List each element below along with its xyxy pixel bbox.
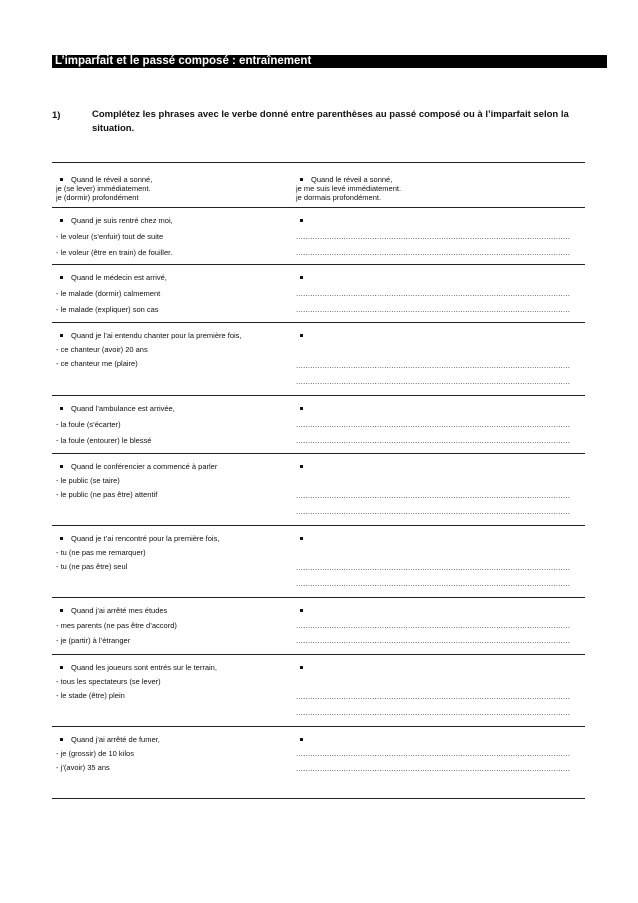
prompt-line: [56, 462, 217, 471]
bullet-icon: [300, 334, 303, 337]
option-line: - ce chanteur me (plaire): [56, 359, 138, 368]
page-title: L’imparfait et le passé composé : entraînement: [52, 55, 607, 68]
exercise-row: [52, 396, 585, 454]
option-line: - le malade (dormir) calmement: [56, 289, 161, 298]
bullet-icon: [300, 276, 303, 279]
option-line: - j’(avoir) 35 ans: [56, 763, 110, 772]
answer-line: [296, 175, 392, 184]
answer-bullet: [296, 216, 311, 225]
answer-bullet: [296, 404, 311, 413]
answer-blank[interactable]: ...................................................................................................................: [296, 621, 571, 630]
prompt-text: Quand l’ambulance est arrivée,: [71, 404, 175, 413]
prompt-text: Quand je suis rentré chez moi,: [71, 216, 173, 225]
prompt-text: Quand les joueurs sont entrés sur le terrain,: [71, 663, 217, 672]
option-line: je (se lever) immédiatement.: [56, 184, 151, 193]
exercise-row: [52, 598, 585, 655]
answer-blank[interactable]: ...................................................................................................................: [296, 232, 571, 241]
prompt-text: Quand j’ai arrêté mes études: [71, 606, 168, 615]
option-line: je (dormir) profondément: [56, 193, 139, 202]
exercise-table: [52, 162, 585, 799]
exercise-row: [52, 526, 585, 598]
bullet-icon: [60, 537, 63, 540]
bullet-icon: [60, 609, 63, 612]
bullet-icon: [60, 178, 63, 181]
option-line: - mes parents (ne pas être d’accord): [56, 621, 177, 630]
answer-blank[interactable]: ...................................................................................................................: [296, 708, 571, 717]
prompt-text: Quand le conférencier a commencé à parler: [71, 462, 218, 471]
answer-blank[interactable]: ...................................................................................................................: [296, 361, 571, 370]
answer-blank[interactable]: ...................................................................................................................: [296, 579, 571, 588]
bullet-icon: [300, 219, 303, 222]
answer-blank[interactable]: ...................................................................................................................: [296, 491, 571, 500]
exercise-row: [52, 655, 585, 727]
prompt-text: Quand j’ai arrêté de fumer,: [71, 735, 160, 744]
prompt-line: [56, 404, 175, 413]
bullet-icon: [60, 219, 63, 222]
answer-bullet: [296, 534, 311, 543]
answer-line: je me suis levé immédiatement.: [296, 184, 402, 193]
prompt-text: Quand le médecin est arrivé,: [71, 273, 167, 282]
exercise-row: [52, 208, 585, 265]
answer-bullet: [296, 273, 311, 282]
option-line: - la foule (s’écarter): [56, 420, 121, 429]
exercise-row: [52, 265, 585, 323]
answer-blank[interactable]: ...................................................................................................................: [296, 305, 571, 314]
bullet-icon: [60, 334, 63, 337]
bullet-icon: [300, 666, 303, 669]
answer-blank[interactable]: ...................................................................................................................: [296, 507, 571, 516]
exercise-row: [52, 727, 585, 799]
option-line: - ce chanteur (avoir) 20 ans: [56, 345, 148, 354]
prompt-text: Quand le réveil a sonné,: [71, 175, 153, 184]
option-line: - le public (se taire): [56, 476, 120, 485]
prompt-line: [56, 175, 152, 184]
answer-text: Quand le réveil a sonné,: [311, 175, 393, 184]
option-line: - tous les spectateurs (se lever): [56, 677, 161, 686]
bullet-icon: [60, 666, 63, 669]
exercise-row: [52, 454, 585, 526]
exercise-row: [52, 323, 585, 396]
bullet-icon: [300, 609, 303, 612]
prompt-line: [56, 735, 160, 744]
bullet-icon: [60, 465, 63, 468]
answer-blank[interactable]: ...................................................................................................................: [296, 636, 571, 645]
option-line: - je (grossir) de 10 kilos: [56, 749, 134, 758]
answer-bullet: [296, 331, 311, 340]
option-line: - le stade (être) plein: [56, 691, 125, 700]
exercise-row-example: [52, 163, 585, 208]
prompt-line: [56, 273, 167, 282]
bullet-icon: [300, 465, 303, 468]
answer-bullet: [296, 462, 311, 471]
answer-bullet: [296, 606, 311, 615]
prompt-text: Quand je t’ai rencontré pour la première fois,: [71, 534, 220, 543]
prompt-text: Quand je l’ai entendu chanter pour la première fois,: [71, 331, 242, 340]
bullet-icon: [300, 537, 303, 540]
option-line: - le public (ne pas être) attentif: [56, 490, 158, 499]
answer-line: je dormais profondément.: [296, 193, 382, 202]
option-line: - tu (ne pas être) seul: [56, 562, 128, 571]
exercise-number: 1): [52, 110, 61, 121]
answer-blank[interactable]: ...................................................................................................................: [296, 436, 571, 445]
answer-bullet: [296, 735, 311, 744]
prompt-line: [56, 331, 242, 340]
option-line: - la foule (entourer) le blessé: [56, 436, 152, 445]
answer-blank[interactable]: ...................................................................................................................: [296, 764, 571, 773]
bullet-icon: [300, 178, 303, 181]
bullet-icon: [60, 407, 63, 410]
answer-blank[interactable]: ...................................................................................................................: [296, 289, 571, 298]
bullet-icon: [300, 407, 303, 410]
answer-blank[interactable]: ...................................................................................................................: [296, 563, 571, 572]
answer-blank[interactable]: ...................................................................................................................: [296, 377, 571, 386]
option-line: - tu (ne pas me remarquer): [56, 548, 146, 557]
bullet-icon: [300, 738, 303, 741]
prompt-line: [56, 606, 167, 615]
prompt-line: [56, 216, 173, 225]
answer-blank[interactable]: ...................................................................................................................: [296, 420, 571, 429]
option-line: - le malade (expliquer) son cas: [56, 305, 159, 314]
bullet-icon: [60, 738, 63, 741]
answer-blank[interactable]: ...................................................................................................................: [296, 248, 571, 257]
answer-blank[interactable]: ...................................................................................................................: [296, 749, 571, 758]
option-line: - je (partir) à l’étranger: [56, 636, 131, 645]
option-line: - le voleur (s’enfuir) tout de suite: [56, 232, 164, 241]
option-line: - le voleur (être en train) de fouiller.: [56, 248, 173, 257]
answer-bullet: [296, 663, 311, 672]
exercise-instruction: Complétez les phrases avec le verbe donné entre parenthèses au passé composé ou à l’imparfait selon la situation.: [92, 109, 569, 134]
prompt-line: [56, 534, 219, 543]
bullet-icon: [60, 276, 63, 279]
prompt-line: [56, 663, 217, 672]
answer-blank[interactable]: ...................................................................................................................: [296, 692, 571, 701]
